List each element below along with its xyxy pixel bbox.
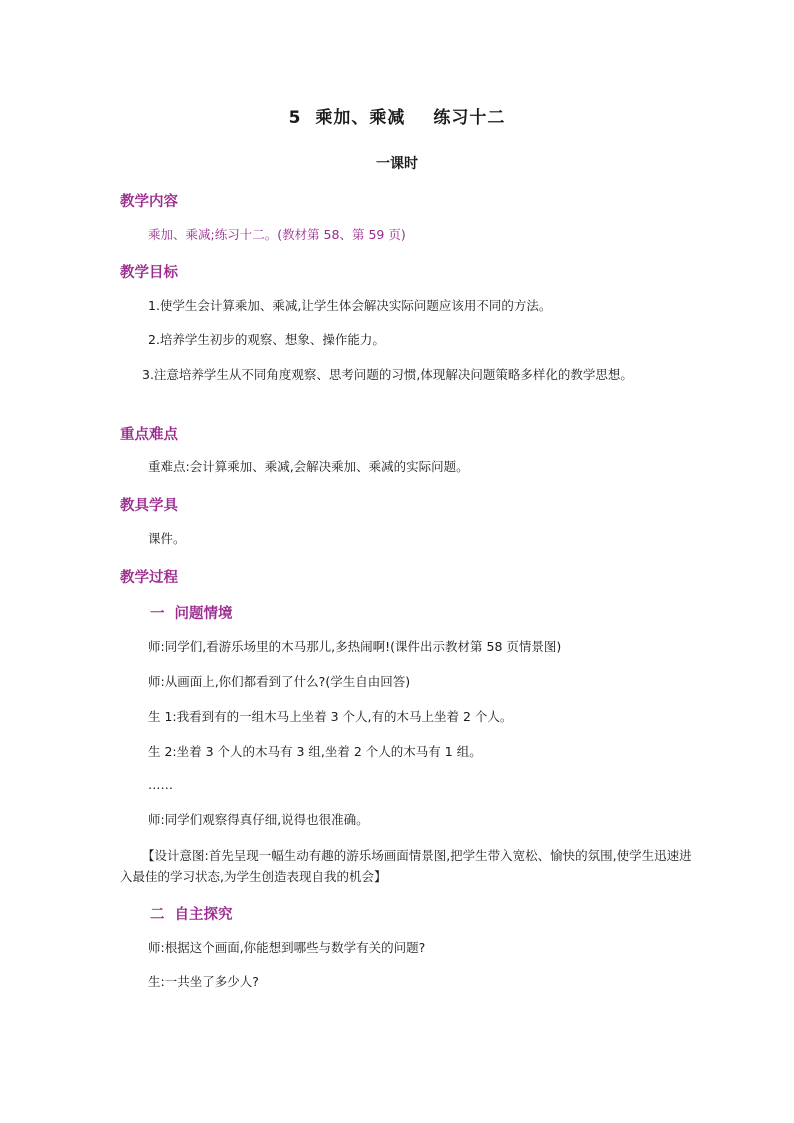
part1-title: 问题情境 — [174, 606, 233, 622]
process-part2-heading — [150, 903, 233, 924]
dialogue-line: 生 2:坐着 3 个人的木马有 3 组,坐着 2 个人的木马有 1 组。 — [148, 744, 482, 759]
lesson-title — [0, 103, 794, 128]
goal-item-2: 2.培养学生初步的观察、想象、操作能力。 — [148, 332, 385, 347]
process-part1-heading — [150, 602, 233, 623]
dialogue-line: 生 1:我看到有的一组木马上坐着 3 个人,有的木马上坐着 2 个人。 — [148, 709, 513, 724]
section-heading-content: 教学内容 — [120, 194, 178, 210]
dialogue-line: 生:一共坐了多少人? — [148, 974, 259, 989]
lesson-title-part2: 练习十二 — [433, 108, 506, 128]
content-text: 乘加、乘减;练习十二。(教材第 58、第 59 页) — [148, 227, 406, 242]
dialogue-line: 师:同学们,看游乐场里的木马那儿,多热闹啊!(课件出示教材第 58 页情景图) — [148, 639, 562, 654]
tools-text: 课件。 — [148, 531, 186, 546]
dialogue-line: 师:从画面上,你们都看到了什么?(学生自由回答) — [148, 674, 411, 689]
key-points-text: 重难点:会计算乘加、乘减,会解决乘加、乘减的实际问题。 — [148, 459, 469, 474]
section-heading-process: 教学过程 — [120, 570, 178, 586]
goal-item-3: 3.注意培养学生从不同角度观察、思考问题的习惯,体现解决问题策略多样化的教学思想。 — [142, 367, 633, 382]
part2-title: 自主探究 — [174, 907, 233, 923]
section-heading-tools: 教具学具 — [120, 498, 178, 514]
lesson-title-part1: 乘加、乘减 — [315, 108, 406, 128]
lesson-subtitle: 一课时 — [376, 156, 418, 172]
dialogue-line: 师:根据这个画面,你能想到哪些与数学有关的问题? — [148, 940, 426, 955]
section-heading-goals: 教学目标 — [120, 265, 178, 281]
part2-mark: 二 — [150, 907, 165, 923]
goal-item-1: 1.使学生会计算乘加、乘减,让学生体会解决实际问题应该用不同的方法。 — [148, 298, 552, 313]
part1-mark: 一 — [150, 606, 165, 622]
dialogue-line: 师:同学们观察得真仔细,说得也很准确。 — [148, 812, 369, 827]
ellipsis-line: …… — [148, 777, 173, 792]
lesson-number: 5 — [288, 108, 302, 128]
section-heading-key-points: 重点难点 — [120, 427, 178, 443]
design-note: 【设计意图:首先呈现一幅生动有趣的游乐场画面情景图,把学生带入宽松、愉快的氛围,使学生迅速进入最佳的学习状态,为学生创造表现自我的机会】 — [120, 848, 692, 884]
